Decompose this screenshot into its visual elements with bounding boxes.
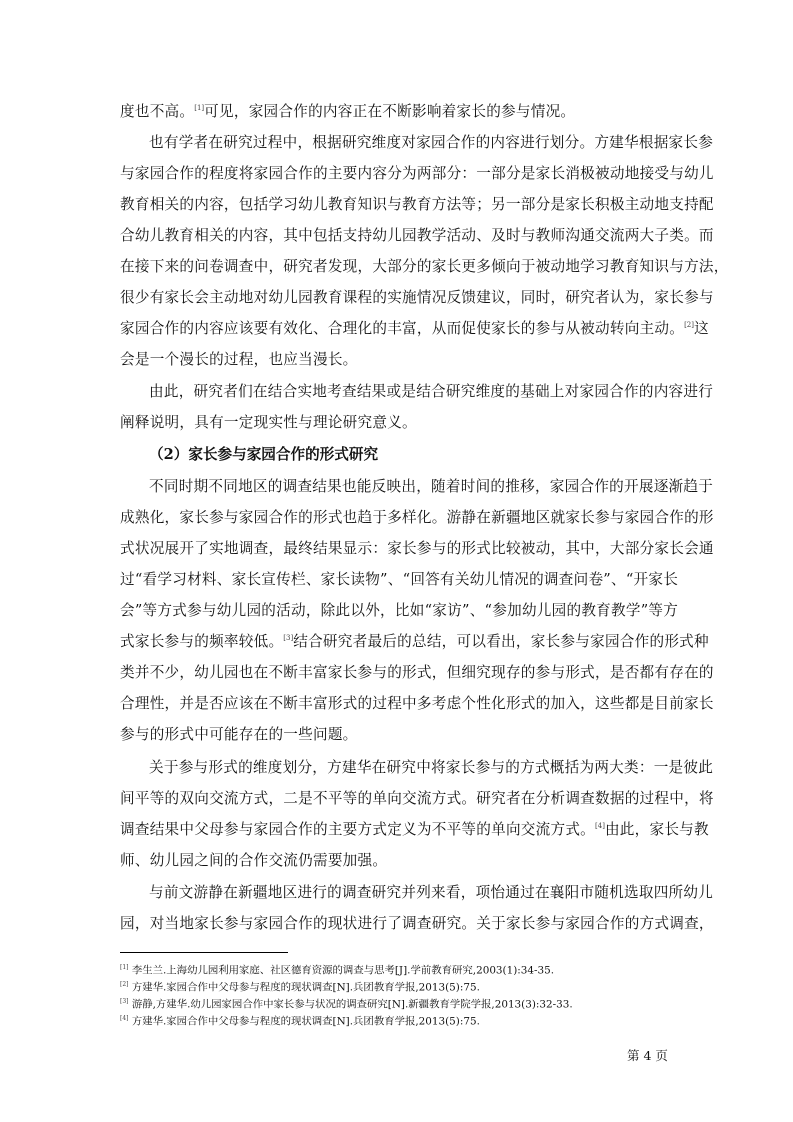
paragraph-line: 阐释说明，具有一定现实性与理论研究意义。 xyxy=(120,414,417,431)
text-span: 这 xyxy=(694,320,709,337)
footnote xyxy=(120,999,573,1010)
paragraph-line: 教育相关的内容，包括学习幼儿教育知识与教育方法等；另一部分是家长积极主动地支持配 xyxy=(120,196,714,213)
citation-ref[interactable]: [3] xyxy=(283,634,294,643)
paragraph-line: 与家园合作的程度将家园合作的主要内容分为两部分：一部分是家长消极被动地接受与幼儿 xyxy=(120,165,714,182)
footnote-text: 方建华.家园合作中父母参与程度的现状调查[N].兵团教育学报,2013(5):75. xyxy=(131,981,480,994)
paragraph-line: 合理性，并是否应该在不断丰富形式的过程中多考虑个性化形式的加入，这些都是目前家长 xyxy=(120,695,714,712)
paragraph-line: 合幼儿教育相关的内容，其中包括支持幼儿园教学活动、及时与教师沟通交流两大子类。而 xyxy=(120,227,714,244)
footnote xyxy=(120,982,480,993)
footnote-separator xyxy=(120,952,288,953)
paragraph-line xyxy=(120,105,675,120)
text-span: 度也不高。 xyxy=(120,103,195,120)
text-span: 可见，家园合作的内容正在不断影响着家长的参与情况。 xyxy=(204,103,576,120)
section-heading: （2）家长参与家园合作的形式研究 xyxy=(149,446,379,463)
paragraph-line xyxy=(120,821,709,838)
citation-ref[interactable]: [4] xyxy=(595,822,605,831)
citation-ref[interactable]: [2] xyxy=(684,321,694,330)
text-span: 家园合作的内容应该要有效化、合理化的丰富，从而促使家长的参与从被动转向主动。 xyxy=(120,320,685,337)
paragraph-line: 类并不少，幼儿园也在不断丰富家长参与的形式，但细究现存的参与形式，是否都有存在的 xyxy=(120,664,714,681)
page-number: 第 4 页 xyxy=(627,1048,668,1063)
paragraph-line: 园，对当地家长参与家园合作的现状进行了调查研究。关于家长参与家园合作的方式调查， xyxy=(120,915,714,932)
footnote-ref: [1] xyxy=(120,964,129,971)
footnote-ref: [2] xyxy=(120,981,129,988)
citation-ref[interactable]: [1] xyxy=(194,104,205,113)
footnote-ref: [4] xyxy=(120,1015,129,1022)
text-span: 结合研究者最后的总结，可以看出，家长参与家园合作的形式种 xyxy=(293,633,709,650)
paragraph-line: 间平等的双向交流方式，二是不平等的单向交流方式。研究者在分析调查数据的过程中，将 xyxy=(120,790,714,807)
footnote-text: 方建华.家园合作中父母参与程度的现状调查[N].兵团教育学报,2013(5):75. xyxy=(131,1015,480,1028)
text-span: 式家长参与的频率较低。 xyxy=(120,633,284,650)
footnote-text: 游静,方建华.幼儿园家园合作中家长参与状况的调查研究[N].新疆教育学院学报,2013(3):32-33. xyxy=(131,998,573,1011)
footnote xyxy=(120,1016,480,1027)
paragraph-line: 师、幼儿园之间的合作交流仍需要加强。 xyxy=(120,852,388,869)
paragraph-line xyxy=(120,320,709,337)
paragraph-line: 参与的形式中可能存在的一些问题。 xyxy=(120,726,358,743)
paragraph-line: 关于参与形式的维度划分，方建华在研究中将家长参与的方式概括为两大类：一是彼此 xyxy=(149,759,714,776)
paragraph-line xyxy=(120,633,709,650)
footnote-text: 李生兰.上海幼儿园利用家庭、社区德育资源的调查与思考[J].学前教育研究,2003(1):34-35. xyxy=(131,964,555,977)
paragraph-line: 会”等方式参与幼儿园的活动，除此以外，比如“家访”、“参加幼儿园的教育教学”等方 xyxy=(120,602,679,619)
paragraph-line: 不同时期不同地区的调查结果也能反映出，随着时间的推移，家园合作的开展逐渐趋于 xyxy=(149,478,714,495)
paragraph-line: 成熟化，家长参与家园合作的形式也趋于多样化。游静在新疆地区就家长参与家园合作的形 xyxy=(120,509,714,526)
paragraph-line: 会是一个漫长的过程，也应当漫长。 xyxy=(120,351,358,368)
paragraph-line: 很少有家长会主动地对幼儿园教育课程的实施情况反馈建议，同时，研究者认为，家长参与 xyxy=(120,289,714,306)
paragraph-line: 过“看学习材料、家长宣传栏、家长读物”、“回答有关幼儿情况的调查问卷”、“开家长 xyxy=(120,571,679,588)
paragraph-line: 与前文游静在新疆地区进行的调查研究并列来看，项怡通过在襄阳市随机选取四所幼儿 xyxy=(149,884,714,901)
paragraph-line: 在接下来的问卷调查中，研究者发现，大部分的家长更多倾向于被动地学习教育知识与方法， xyxy=(120,258,729,275)
footnote-ref: [3] xyxy=(120,998,129,1005)
text-span: 由此，家长与教 xyxy=(604,821,709,838)
footnote xyxy=(120,965,554,976)
paragraph-line: 也有学者在研究过程中，根据研究维度对家园合作的内容进行划分。方建华根据家长参 xyxy=(149,134,714,151)
paragraph-line: 式状况展开了实地调查，最终结果显示：家长参与的形式比较被动，其中，大部分家长会通 xyxy=(120,540,714,557)
paragraph-line: 由此，研究者们在结合实地考查结果或是结合研究维度的基础上对家园合作的内容进行 xyxy=(149,383,714,400)
text-span: 调查结果中父母参与家园合作的主要方式定义为不平等的单向交流方式。 xyxy=(120,821,596,838)
